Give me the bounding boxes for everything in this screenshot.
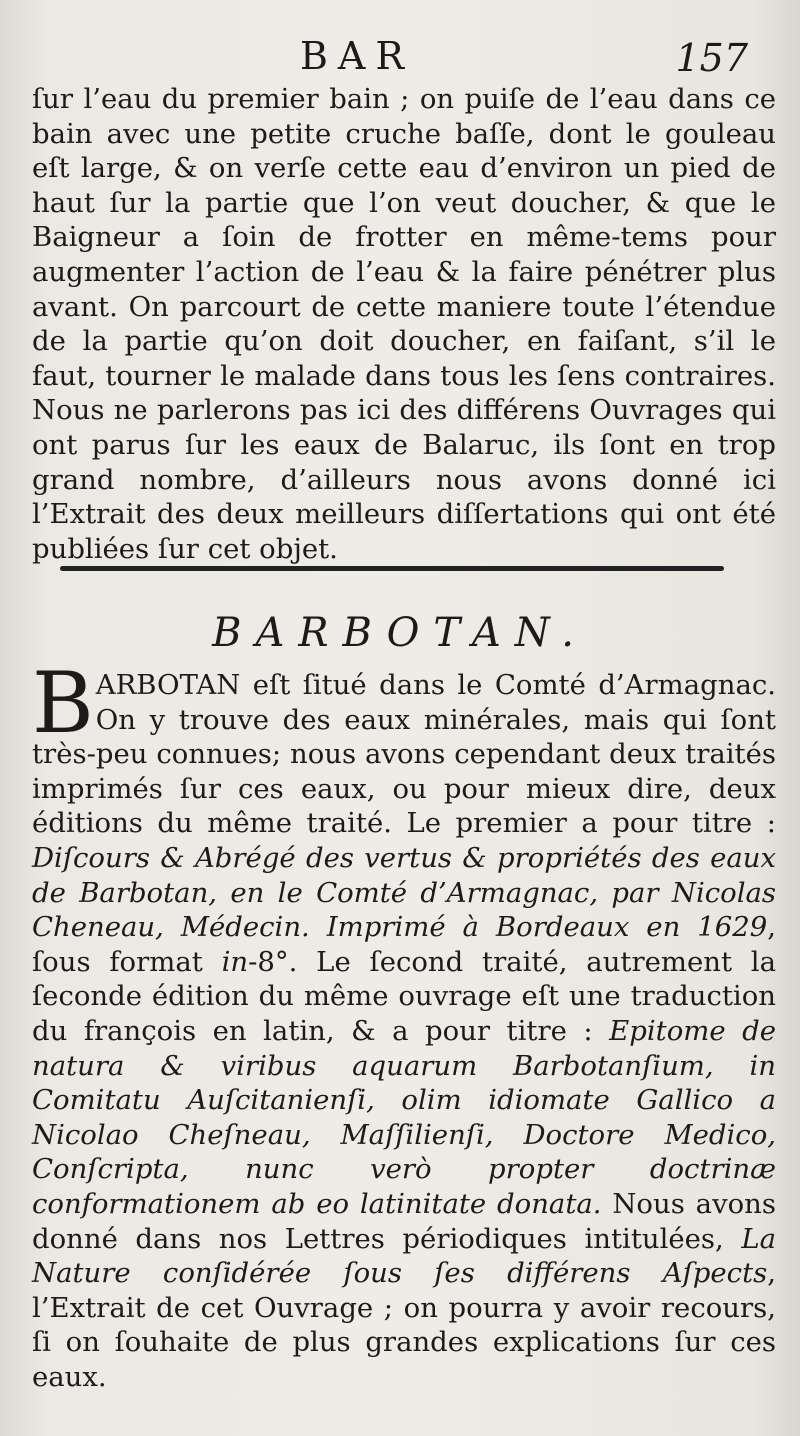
section-divider-rule (60, 566, 724, 571)
segment-0: ARBOTAN eſt ſitué dans le Comté d’Armagnac. On y trouve des eaux minérales, mais qui ſont très-peu connues; nous avons cependant deux traités imprimés ſur ces eaux, ou pour mieux dire, deux éditions du même traité. Le premier a pour titre : (32, 669, 776, 840)
drop-cap: B (32, 654, 94, 752)
segment-8: , l’Extrait de cet Ouvrage ; on pourra y avoir recours, ſi on ſouhaite de plus grandes explications ſur ces eaux. (32, 1257, 776, 1393)
paragraph-text: ſur l’eau du premier bain ; on puiſe de l’eau dans ce bain avec une petite cruche baſſe, dont le gouleau eſt large, & on verſe cette eau d’environ un pied de haut ſur la partie que l’on veut doucher, & que le Baigneur a ſoin de frotter en même-tems pour augmenter l’action de l’eau & la faire pénétrer plus avant. On parcourt de cette maniere toute l’étendue de la partie qu’on doit doucher, en faiſant, s’il le faut, tourner le malade dans tous les ſens contraires. Nous ne parlerons pas ici des différens Ouvrages qui ont parus ſur les eaux de Balaruc, ils ſont en trop grand nombre, d’ailleurs nous avons donné ici l’Extrait des deux meilleurs diſſertations qui ont été publiées ſur cet objet. (32, 83, 776, 565)
segment-7-italic-letters-title: La Nature conſidérée ſous ſes différens Aſpects (32, 1222, 776, 1290)
paragraph-barbotan (32, 654, 776, 1394)
segment-3-italic: in (221, 945, 249, 978)
page-header (0, 34, 800, 84)
running-head: BAR (300, 34, 414, 78)
section-title: BARBOTAN. (212, 610, 588, 656)
segment-5-italic-latin-title: Epitome de natura & viribus aquarum Barbotanſium, in Comitatu Auſcitanienſi, olim idiomate Gallico a Nicolao Cheſneau, Maſſilienſi, Doctore Medico, Conſcripta, nunc verò propter doctrinæ conformationem ab eo latinitate donata. (32, 1014, 776, 1220)
segment-1-italic-title: Diſcours & Abrégé des vertus & propriétés des eaux de Barbotan, en le Comté d’Armagnac, par Nicolas Cheneau, Médecin. Imprimé à Bordeaux en 1629 (32, 841, 776, 944)
paragraph-balaruc-continuation (32, 82, 776, 566)
segment-4: -8°. Le ſecond traité, autrement la ſeconde édition du même ouvrage eſt une traduction du françois en latin, & a pour titre : (32, 945, 776, 1047)
page-number: 157 (675, 36, 748, 80)
segment-6: Nous avons donné dans nos Lettres périodiques intitulées, (32, 1187, 776, 1255)
segment-2: , ſous format (32, 911, 776, 978)
